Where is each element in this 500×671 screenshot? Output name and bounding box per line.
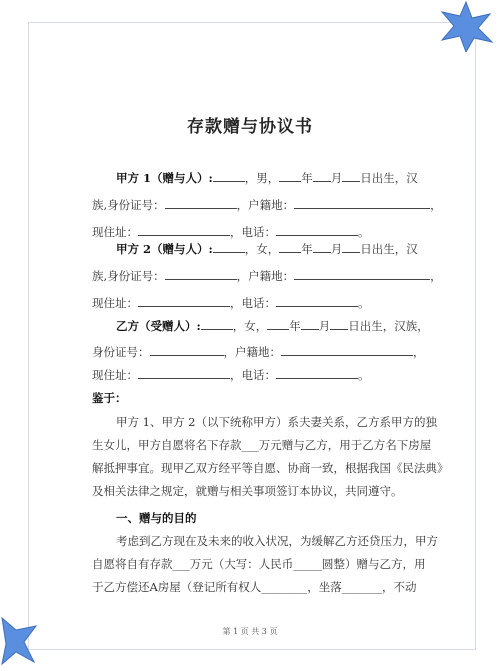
text: 现住址： (92, 368, 138, 382)
text: ，女， (232, 319, 268, 333)
text: 族,身份证号： (92, 198, 165, 212)
section-1-line-2: 自愿将自有存款___万元（大写：人民币_____圆整）赠与乙方，用 (92, 557, 426, 571)
text: 族,身份证号： (92, 269, 165, 283)
party-a2-line1 (116, 241, 436, 257)
text: 。 (358, 368, 370, 382)
section-1-line-1: 考虑到乙方现在及未来的收入状况，为缓解乙方还贷压力，甲方 (116, 534, 438, 548)
blank (313, 170, 331, 182)
blank (330, 318, 348, 330)
blank (342, 241, 360, 253)
star-decoration-top-right (432, 0, 500, 52)
blank (138, 367, 230, 379)
text: 现住址： (92, 225, 138, 239)
text: 现住址： (92, 296, 138, 310)
text: 年 (289, 319, 301, 333)
party-a1-label: 甲方 1（赠与人）: (116, 171, 213, 185)
blank (165, 197, 237, 209)
whereas-line-2: 生女儿，甲方自愿将名下存款___万元赠与乙方，用于乙方名下房屋 (92, 438, 432, 452)
blank (279, 241, 301, 253)
text: 日出生，汉 (360, 242, 418, 256)
blank (150, 344, 224, 356)
blank (342, 170, 360, 182)
whereas-line-3: 解抵押事宜。现甲乙双方经平等自愿、协商一致，根据我国《民法典》 (92, 461, 449, 475)
party-a1-line3 (92, 224, 412, 240)
text: 日出生，汉 (360, 171, 418, 185)
blank (276, 367, 358, 379)
party-a2-line3 (92, 295, 412, 311)
blank (301, 318, 319, 330)
text: 日出生，汉族， (348, 319, 429, 333)
blank (294, 197, 430, 209)
text: 月 (330, 171, 343, 185)
blank (213, 170, 245, 182)
text: 。 (358, 225, 370, 239)
party-b-label: 乙方（受赠人）: (116, 319, 201, 333)
text: ，户籍地： (223, 345, 281, 359)
text: ，男， (244, 171, 280, 185)
section-1-heading: 一、赠与的目的 (116, 511, 197, 525)
blank (201, 318, 233, 330)
party-a1-line1 (116, 170, 436, 186)
blank (138, 295, 230, 307)
document-title: 存款赠与协议书 (187, 117, 313, 137)
text: ，女， (244, 242, 280, 256)
blank (276, 224, 358, 236)
text: ， (430, 269, 442, 283)
text: ， (430, 198, 442, 212)
text: ，户籍地： (236, 269, 295, 283)
blank (213, 241, 245, 253)
blank (294, 268, 430, 280)
star-decoration-bottom-left (0, 612, 42, 668)
blank (267, 318, 289, 330)
blank (281, 344, 413, 356)
text: ， (413, 345, 425, 359)
blank (279, 170, 301, 182)
party-a2-label: 甲方 2（赠与人）: (116, 242, 213, 256)
text: 年 (301, 242, 313, 256)
blank (138, 224, 230, 236)
whereas-line-1: 甲方 1、甲方 2（以下统称甲方）系夫妻关系，乙方系甲方的独 (116, 415, 437, 429)
text: ，户籍地： (236, 198, 295, 212)
party-b-line2 (92, 344, 425, 360)
text: ，电话： (230, 368, 276, 382)
page-footer: 第 1 页 共 3 页 (222, 627, 278, 636)
party-b-line3 (92, 367, 412, 383)
section-1-line-3: 于乙方偿还A房屋（登记所有权人________，坐落_______，不动 (92, 580, 417, 594)
party-a2-line2 (92, 268, 442, 284)
party-a1-line2 (92, 197, 442, 213)
text: 月 (330, 242, 343, 256)
text: ，电话： (230, 225, 276, 239)
text: 身份证号： (92, 345, 150, 359)
text: ，电话： (230, 296, 276, 310)
text: 月 (318, 319, 331, 333)
blank (313, 241, 331, 253)
party-b-line1 (116, 318, 436, 334)
whereas-heading: 鉴于： (92, 391, 127, 405)
blank (276, 295, 358, 307)
text: 年 (301, 171, 313, 185)
whereas-line-4: 及相关法律之规定，就赠与相关事项签订本协议，共同遵守。 (92, 484, 403, 498)
text: 。 (358, 296, 370, 310)
blank (165, 268, 237, 280)
